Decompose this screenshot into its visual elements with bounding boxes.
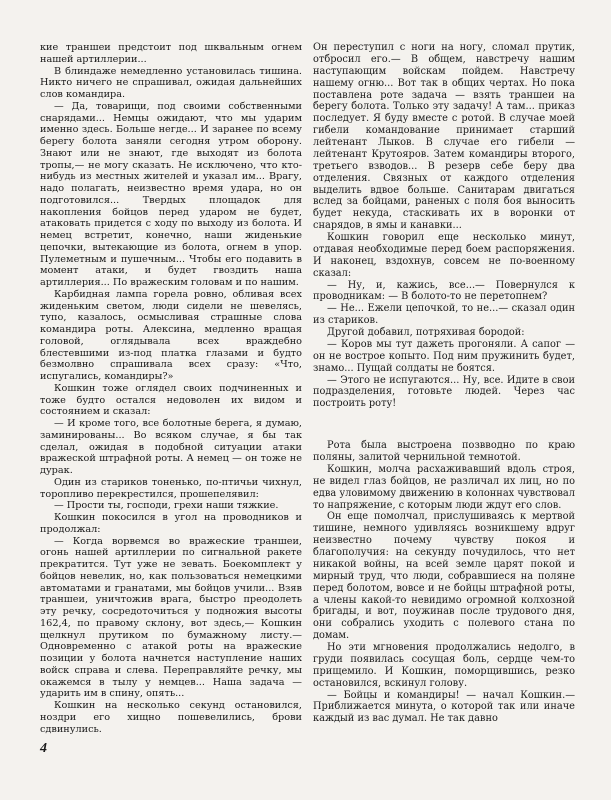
section-break — [313, 410, 575, 440]
right-column — [313, 42, 575, 725]
paragraph: Один из стариков тоненько, по-птичьи чихнул, торопливо перекрестился, прошепелявил: — [40, 476, 302, 500]
paragraph: Он еще помолчал, прислушиваясь к мертвой тишине, немного удивляясь возникшему вдруг неизвестно почему чувству покоя и благополучия: на секунду почудилось, что нет никакой войны, на всей земле царят покой и мирный труд, что люди, собравшиеся на поляне перед болотом, вовсе и не бойцы штрафной роты, а члены какой-то невидимо огромной колхозной бригады, и вот, поужинав после трудового дня, они собрались уходить с полевого стана по домам. — [313, 511, 575, 642]
paragraph: — Бойцы и командиры! — начал Кошкин.— Приближается минута, о которой так или иначе каждый из вас думал. Не так давно — [313, 689, 575, 725]
paragraph: Но эти мгновения продолжались недолго, в груди появилась сосущая боль, сердце чем-то прищемило. И Кошкин, поморщившись, резко остановился, вскинул голову. — [313, 642, 575, 689]
left-column — [40, 42, 302, 735]
paragraph: Кошкин говорил еще несколько минут, отдавая необходимые перед боем распоряжения. И наконец, вздохнув, совсем не по-военному сказал: — [313, 232, 575, 279]
paragraph: Он переступил с ноги на ногу, сломал прутик, отбросил его.— В общем, навстречу нашим наступающим войскам пойдем. Навстречу нашему огню... Вот так в общих чертах. Но пока поставлена роте задача — взять траншеи на берегу болота. Только эту задачу! А там... приказ последует. Я буду вместе с ротой. В случае моей гибели командование принимает старший лейтенант Лыков. В случае его гибели — лейтенант Крутояров. Затем командиры второго, третьего взводов... В резерв себе беру два отделения. Связных от каждого отделения выделить вдвое больше. Санитарам двигаться вслед за бойцами, раненых с поля боя выносить будет некуда, стаскивать их в воронки от снарядов, в ямы и канавки... — [313, 42, 575, 232]
paragraph: — Когда ворвемся во вражеские траншеи, огонь нашей артиллерии по сигнальной ракете прекратится. Тут уже не зевать. Боекомплект у бойцов невелик, но, как пользоваться немецкими автоматами и гранатами, мы бойцов учили... Взяв траншеи, уничтожив врага, быстро преодолеть эту речку, сосредоточиться у подножия высоты 162,4, по правому склону, вот здесь,— Кошкин щелкнул прутиком по бумажному листу.— Одновременно с атакой роты на вражеские позиции у болота начнется наступление наших войск справа и слева. Переправляйте речку, мы окажемся в тылу у немцев... Наша задача — ударить им в спину, опять... — [40, 535, 302, 700]
paragraph: — Да, товарищи, под своими собственными снарядами... Немцы ожидают, что мы ударим именно здесь. Больше негде... И заранее по всему берегу болота заняли сегодня утром оборону. Знают или не знают, где выходят из болота тропы,— не могу сказать. Не исключено, что кто-нибудь из местных жителей и указал им... Врагу, надо полагать, неизвестно время удара, но он подготовился... Твердых площадок для накопления бойцов перед ударом не будет, атаковать придется с ходу по выходу из болота. И немец встретит, конечно, наши жиденькие цепочки, вытекающие из болота, огнем в упор. Пулеметным и пушечным... Чтобы его подавить в момент атаки, и будет гвоздить наша артиллерия... По вражеским головам и по нашим. — [40, 100, 302, 288]
paragraph: кие траншеи предстоит под шквальным огнем нашей артиллерии... — [40, 42, 302, 65]
paragraph: — Прости ты, господи, грехи наши тяжкие. — [54, 500, 279, 512]
paragraph: — И кроме того, все болотные берега, я думаю, заминированы... Во всяком случае, я бы так сделал, ожидая в подобной ситуации атаки вражеской штрафной роты. А немец — он тоже не дурак. — [40, 418, 302, 476]
paragraph: — Этого не испугаются... Ну, все. Идите в свои подразделения, готовьте людей. Через час построить роту! — [313, 374, 575, 410]
paragraph: Кошкин покосился в угол на проводников и продолжал: — [40, 512, 302, 535]
paragraph: Рота была выстроена позвводно по краю поляны, залитой чернильной темнотой. — [313, 440, 575, 463]
paragraph: Кошкин на несколько секунд остановился, ноздри его хищно пошевелились, брови сдвинулись. — [40, 700, 302, 735]
paragraph: В блиндаже немедленно установилась тишина. Никто ничего не спрашивал, ожидая дальнейших слов командира. — [40, 65, 302, 100]
paragraph: — Не... Ежели цепочкой, то не...— сказал один из стариков. — [313, 303, 575, 327]
paragraph: — Коров мы тут дажеть прогоняли. А сапог — он не вострое копыто. Под ним пружинить будет, знамо... Пущай солдаты не боятся. — [313, 338, 575, 374]
paragraph: Кошкин тоже оглядел своих подчиненных и тоже будто остался недоволен их видом и состоянием и сказал: — [40, 382, 302, 418]
paragraph: Карбидная лампа горела ровно, обливая всех жиденьким светом, люди сидели не шевелясь, тупо, казалось, осмысливая страшные слова командира роты. Алексина, медленно вращая головой, оглядывала всех враждебно блестевшими из-под платка глазами и будто безмолвно спрашивала всех сразу: «Что, испугались, командиры?» — [40, 288, 302, 382]
paragraph: Другой добавил, потряхивая бородой: — [327, 327, 525, 338]
page-number: 4 — [40, 741, 47, 756]
paragraph: — Ну, и, кажись, все...— Повернулся к проводникам: — В болото-то не перетопнем? — [313, 279, 575, 303]
paragraph: Кошкин, молча расхаживавший вдоль строя, не видел глаз бойцов, не различал их лиц, но по едва уловимому движению в колоннах чувствовал то напряжение, с которым люди ждут его слов. — [313, 463, 575, 511]
